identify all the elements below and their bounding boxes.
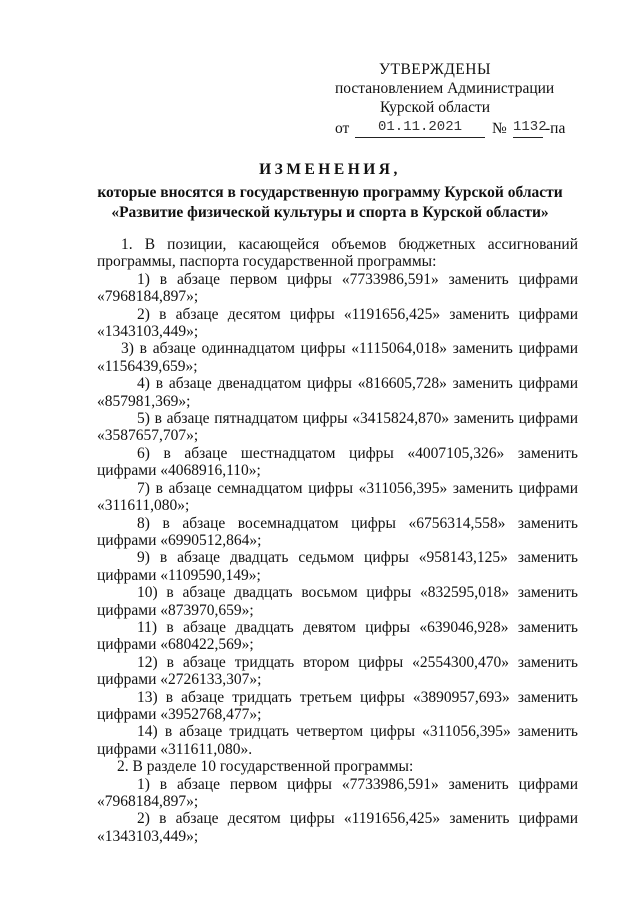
document-heading	[60, 160, 600, 223]
list-item: 13) в абзаце тридцать третьем цифры «3890957,693» заменить цифрами «3952768,477»;	[97, 688, 578, 723]
list-item: 14) в абзаце тридцать четвертом цифры «311056,395» заменить цифрами «311611,080».	[97, 723, 578, 758]
list-item: 1) в абзаце первом цифры «7733986,591» заменить цифрами «7968184,897»;	[97, 775, 578, 810]
list-item: 2) в абзаце десятом цифры «1191656,425» заменить цифрами «1343103,449»;	[97, 810, 578, 845]
list-item: 7) в абзаце семнадцатом цифры «311056,395» заменить цифрами «311611,080»;	[97, 479, 578, 515]
heading-line-1: которые вносятся в государственную программу Курской области	[97, 184, 563, 201]
paragraph: 2. В разделе 10 государственной программы:	[117, 758, 414, 776]
list-item: 10) в абзаце двадцать восьмом цифры «832595,018» заменить цифрами «873970,659»;	[97, 584, 578, 619]
list-item: 9) в абзаце двадцать седьмом цифры «958143,125» заменить цифрами «1109590,149»;	[97, 549, 578, 584]
list-item: 4) в абзаце двенадцатом цифры «816605,728» заменить цифрами «857981,369»;	[97, 375, 578, 410]
list-item: 5) в абзаце пятнадцатом цифры «3415824,870» заменить цифрами «3587657,707»;	[97, 410, 578, 445]
approval-block	[335, 60, 595, 139]
number-prefix: №	[492, 120, 507, 137]
list-item: 12) в абзаце тридцать втором цифры «2554300,470» заменить цифрами «2726133,307»;	[97, 653, 578, 689]
heading-line-2: «Развитие физической культуры и спорта в Курской области»	[111, 204, 549, 221]
approval-title: УТВЕРЖДЕНЫ	[379, 61, 491, 78]
approval-line-2: Курской области	[379, 99, 491, 116]
number-suffix: -па	[545, 120, 566, 137]
list-item: 8) в абзаце восемнадцатом цифры «6756314,558» заменить цифрами «6990512,864»;	[97, 514, 578, 549]
paragraph: 1. В позиции, касающейся объемов бюджетных ассигнований программы, паспорта государственной программы:	[97, 236, 578, 271]
approval-date-row	[335, 119, 595, 139]
list-item: 1) в абзаце первом цифры «7733986,591» заменить цифрами «7968184,897»;	[97, 270, 578, 306]
document-body	[97, 236, 578, 845]
heading-title: ИЗМЕНЕНИЯ,	[259, 161, 401, 178]
list-item: 6) в абзаце шестнадцатом цифры «4007105,326» заменить цифрами «4068916,110»;	[97, 444, 578, 480]
list-item: 11) в абзаце двадцать девятом цифры «639046,928» заменить цифрами «680422,569»;	[97, 618, 578, 654]
date-prefix: от	[335, 120, 350, 137]
approval-date: 01.11.2021	[355, 118, 485, 138]
approval-number: 1132	[513, 118, 543, 138]
list-item: 3) в абзаце одиннадцатом цифры «1115064,018» заменить цифрами «1156439,659»;	[97, 340, 578, 375]
approval-line-1: постановлением Администрации	[335, 80, 555, 97]
list-item: 2) в абзаце десятом цифры «1191656,425» заменить цифрами «1343103,449»;	[97, 305, 578, 341]
